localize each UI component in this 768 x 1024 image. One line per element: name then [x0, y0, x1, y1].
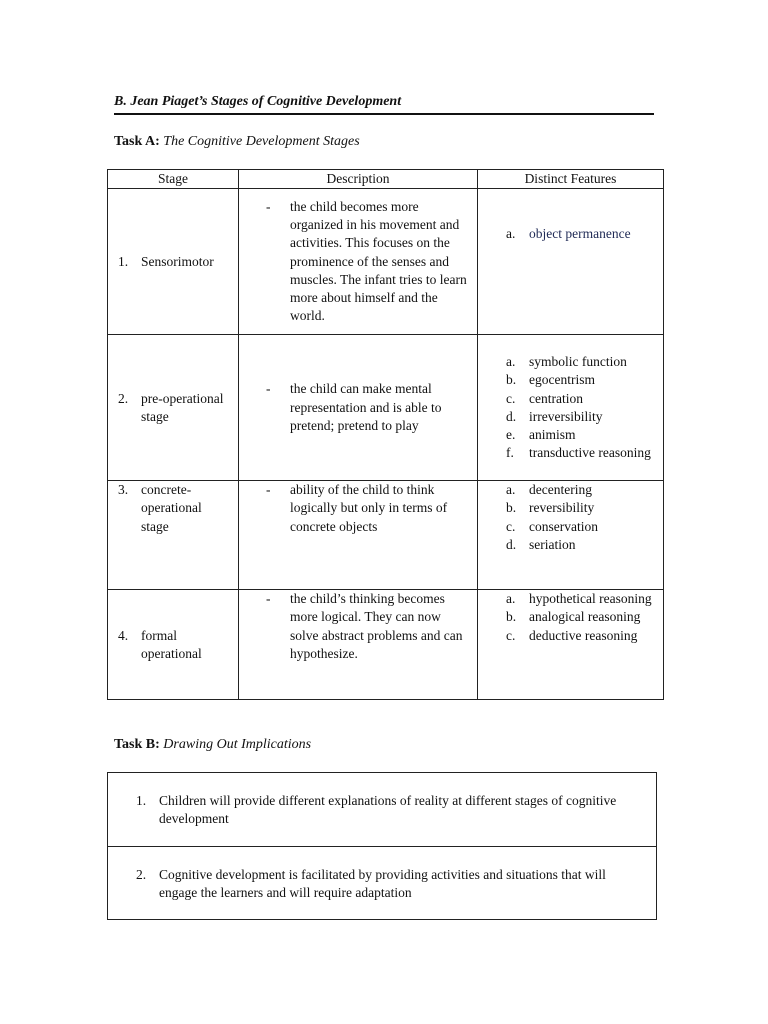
- feature-text: symbolic function: [529, 354, 627, 370]
- feature-text: seriation: [529, 536, 576, 552]
- task-b-label: Task B:: [114, 737, 160, 752]
- list-item: [506, 390, 659, 408]
- stage-name: formal operational: [141, 627, 202, 661]
- feature-text: object permanence: [529, 226, 631, 242]
- implication-number: 1.: [136, 793, 147, 808]
- implication-text: Cognitive development is facilitated by providing activities and situations that will engage the learners and will require adaptation: [159, 867, 606, 901]
- stage-name: concrete-operational stage: [141, 482, 202, 534]
- feature-text: conservation: [529, 518, 598, 534]
- feature-text: hypothetical reasoning: [529, 591, 652, 607]
- list-item: [506, 536, 659, 554]
- stage-number: 1.: [118, 253, 129, 269]
- feature-text: reversibility: [529, 500, 595, 516]
- stage-description: ability of the child to think logically but only in terms of concrete objects: [290, 482, 448, 534]
- feature-letter: b.: [506, 372, 517, 388]
- feature-letter: d.: [506, 408, 517, 424]
- description-cell: [239, 590, 478, 700]
- feature-letter: c.: [506, 390, 516, 406]
- list-item: [506, 353, 659, 371]
- features-cell: [478, 590, 664, 700]
- list-item: [506, 371, 659, 389]
- feature-letter: a.: [506, 354, 516, 370]
- implication-text: Children will provide different explanations of reality at different stages of cognitive development: [159, 793, 617, 827]
- section-title: B. Jean Piaget’s Stages of Cognitive Development: [114, 93, 654, 115]
- feature-text: animism: [529, 426, 576, 442]
- feature-letter: b.: [506, 609, 517, 625]
- feature-letter: a.: [506, 591, 516, 607]
- header-stage: Stage: [108, 170, 239, 189]
- list-item: [506, 499, 659, 517]
- task-a-heading: [114, 133, 360, 151]
- list-item: [506, 481, 659, 499]
- bullet-dash: -: [266, 198, 271, 214]
- list-item: [506, 608, 659, 626]
- task-b-title: Drawing Out Implications: [163, 737, 312, 752]
- features-cell: [478, 189, 664, 335]
- stage-number: 2.: [118, 390, 129, 406]
- feature-letter: b.: [506, 500, 517, 516]
- bullet-dash: -: [266, 482, 271, 498]
- feature-letter: c.: [506, 627, 516, 643]
- table-row: [108, 590, 664, 700]
- feature-text: transductive reasoning: [529, 445, 651, 461]
- list-item: [506, 590, 659, 608]
- stage-cell: [108, 481, 239, 590]
- stage-cell: [108, 189, 239, 335]
- stage-description: the child can make mental representation and is able to pretend; pretend to play: [290, 381, 442, 433]
- stage-name: pre-operational stage: [141, 390, 224, 424]
- table-row: [108, 189, 664, 335]
- feature-letter: f.: [506, 445, 514, 461]
- feature-text: deductive reasoning: [529, 627, 638, 643]
- table-row: [108, 481, 664, 590]
- feature-text: decentering: [529, 482, 592, 498]
- description-cell: [239, 335, 478, 481]
- feature-text: analogical reasoning: [529, 609, 641, 625]
- header-features: Distinct Features: [478, 170, 664, 189]
- list-item: [506, 518, 659, 536]
- implication-number: 2.: [136, 867, 147, 882]
- stage-cell: [108, 590, 239, 700]
- stage-number: 3.: [118, 482, 129, 498]
- feature-letter: e.: [506, 426, 516, 442]
- stage-name: Sensorimotor: [141, 253, 214, 269]
- description-cell: [239, 481, 478, 590]
- task-a-label: Task A:: [114, 134, 160, 149]
- features-cell: [478, 335, 664, 481]
- feature-text: irreversibility: [529, 408, 603, 424]
- list-item: [506, 444, 659, 462]
- feature-letter: d.: [506, 536, 517, 552]
- stage-description: the child becomes more organized in his movement and activities. This focuses on the prominence of the senses and muscles. The infant tries to learn more about himself and the world.: [290, 198, 467, 324]
- feature-text: egocentrism: [529, 372, 595, 388]
- stages-table: [107, 169, 664, 700]
- table-row: [108, 335, 664, 481]
- list-item: [506, 426, 659, 444]
- stage-number: 4.: [118, 627, 129, 643]
- implications-box: [107, 772, 657, 920]
- feature-letter: c.: [506, 518, 516, 534]
- stage-description: the child’s thinking becomes more logical. They can now solve abstract problems and can hypothesize.: [290, 591, 463, 661]
- features-cell: [478, 481, 664, 590]
- bullet-dash: -: [266, 381, 271, 397]
- feature-letter: a.: [506, 226, 516, 242]
- list-item: [108, 846, 656, 919]
- stage-cell: [108, 335, 239, 481]
- feature-letter: a.: [506, 482, 516, 498]
- list-item: [506, 627, 659, 645]
- list-item: [108, 773, 656, 846]
- bullet-dash: -: [266, 591, 271, 607]
- header-description: Description: [239, 170, 478, 189]
- feature-text: centration: [529, 390, 583, 406]
- task-b-heading: [114, 736, 311, 754]
- task-a-title: The Cognitive Development Stages: [163, 134, 360, 149]
- list-item: [506, 408, 659, 426]
- table-header-row: [108, 170, 664, 189]
- list-item: [506, 225, 659, 243]
- description-cell: [239, 189, 478, 335]
